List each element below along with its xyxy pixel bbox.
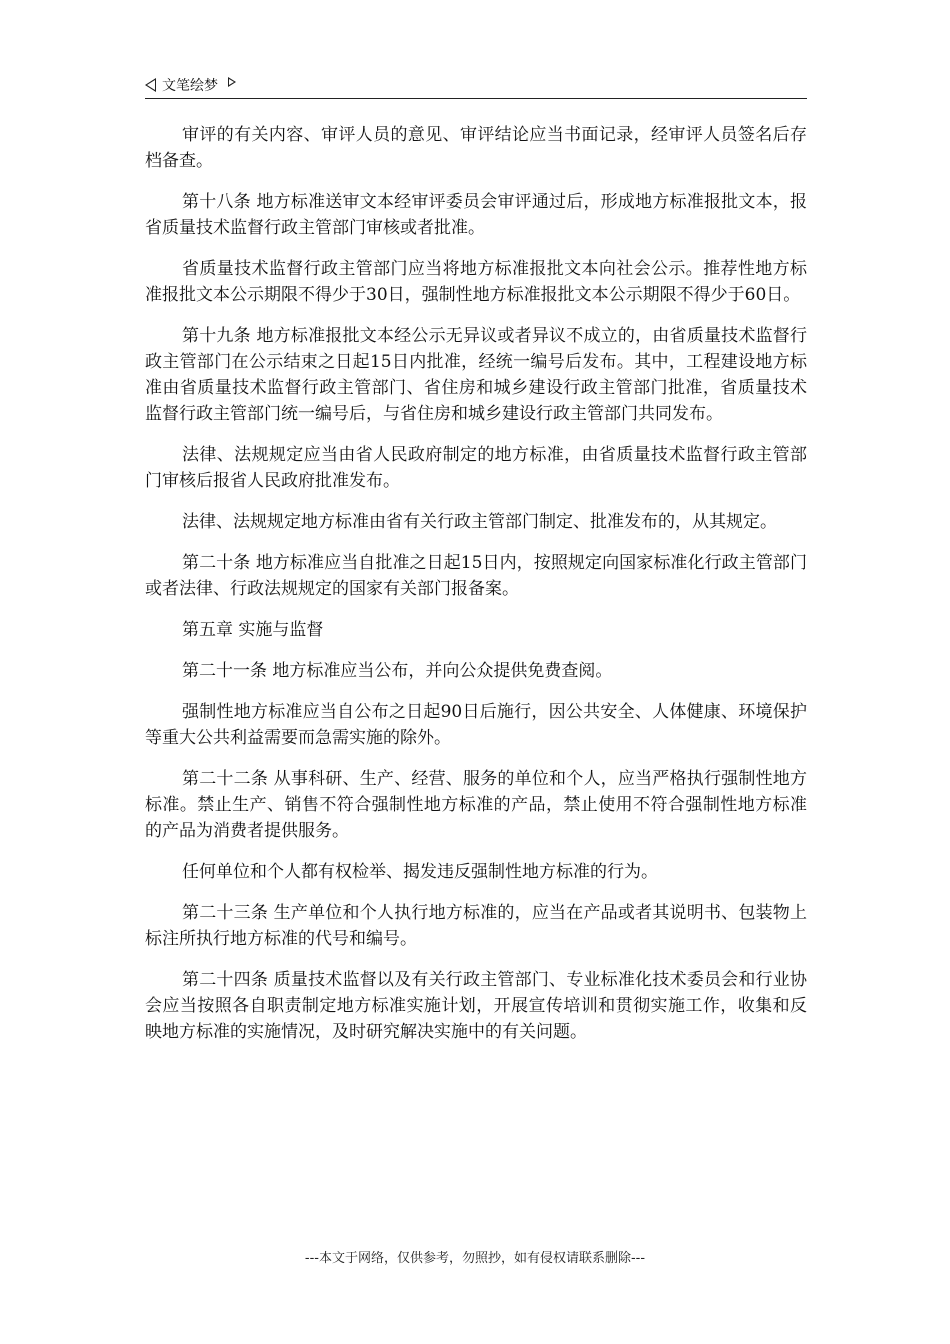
- paragraph: 第二十一条 地方标准应当公布，并向公众提供免费查阅。: [182, 661, 613, 681]
- chapter-heading: 第五章 实施与监督: [182, 620, 324, 640]
- paragraph: 第二十四条 质量技术监督以及有关行政主管部门、专业标准化技术委员会和行业协会应当按照各自职责制定地方标准实施计划，开展宣传培训和贯彻实施工作，收集和反映地方标准的实施情况，及时研究解决实施中的有关问题。: [145, 970, 807, 1042]
- paragraph: 第二十二条 从事科研、生产、经营、服务的单位和个人，应当严格执行强制性地方标准。禁止生产、销售不符合强制性地方标准的产品，禁止使用不符合强制性地方标准的产品为消费者提供服务。: [145, 769, 807, 841]
- page-footer: ---本文于网络，仅供参考，勿照抄，如有侵权请联系删除---: [304, 1251, 646, 1266]
- document-body: [145, 122, 807, 1060]
- paragraph: 省质量技术监督行政主管部门应当将地方标准报批文本向社会公示。推荐性地方标准报批文本公示期限不得少于30日，强制性地方标准报批文本公示期限不得少于60日。: [145, 259, 807, 305]
- paragraph: 审评的有关内容、审评人员的意见、审评结论应当书面记录，经审评人员签名后存档备查。: [145, 125, 807, 171]
- paragraph: 第二十条 地方标准应当自批准之日起15日内，按照规定向国家标准化行政主管部门或者法律、行政法规规定的国家有关部门报备案。: [145, 553, 807, 599]
- paragraph: 强制性地方标准应当自公布之日起90日后施行，因公共安全、人体健康、环境保护等重大公共利益需要而急需实施的除外。: [145, 702, 807, 748]
- paragraph: 法律、法规规定应当由省人民政府制定的地方标准，由省质量技术监督行政主管部门审核后报省人民政府批准发布。: [145, 445, 807, 491]
- header-title: 文笔绘梦: [162, 78, 218, 94]
- page-header: [145, 72, 807, 99]
- paragraph: 第十九条 地方标准报批文本经公示无异议或者异议不成立的，由省质量技术监督行政主管部门在公示结束之日起15日内批准，经统一编号后发布。其中，工程建设地方标准由省质量技术监督行政主管部门、省住房和城乡建设行政主管部门批准，省质量技术监督行政主管部门统一编号后，与省住房和城乡建设行政主管部门共同发布。: [145, 326, 807, 424]
- paragraph: 第十八条 地方标准送审文本经审评委员会审评通过后，形成地方标准报批文本，报省质量技术监督行政主管部门审核或者批准。: [145, 192, 807, 238]
- paragraph: 任何单位和个人都有权检举、揭发违反强制性地方标准的行为。: [182, 862, 658, 882]
- paragraph: 第二十三条 生产单位和个人执行地方标准的，应当在产品或者其说明书、包装物上标注所执行地方标准的代号和编号。: [145, 903, 807, 949]
- paragraph: 法律、法规规定地方标准由省有关行政主管部门制定、批准发布的，从其规定。: [182, 512, 777, 532]
- right-triangle-icon: [228, 77, 236, 87]
- left-triangle-icon: [145, 78, 156, 92]
